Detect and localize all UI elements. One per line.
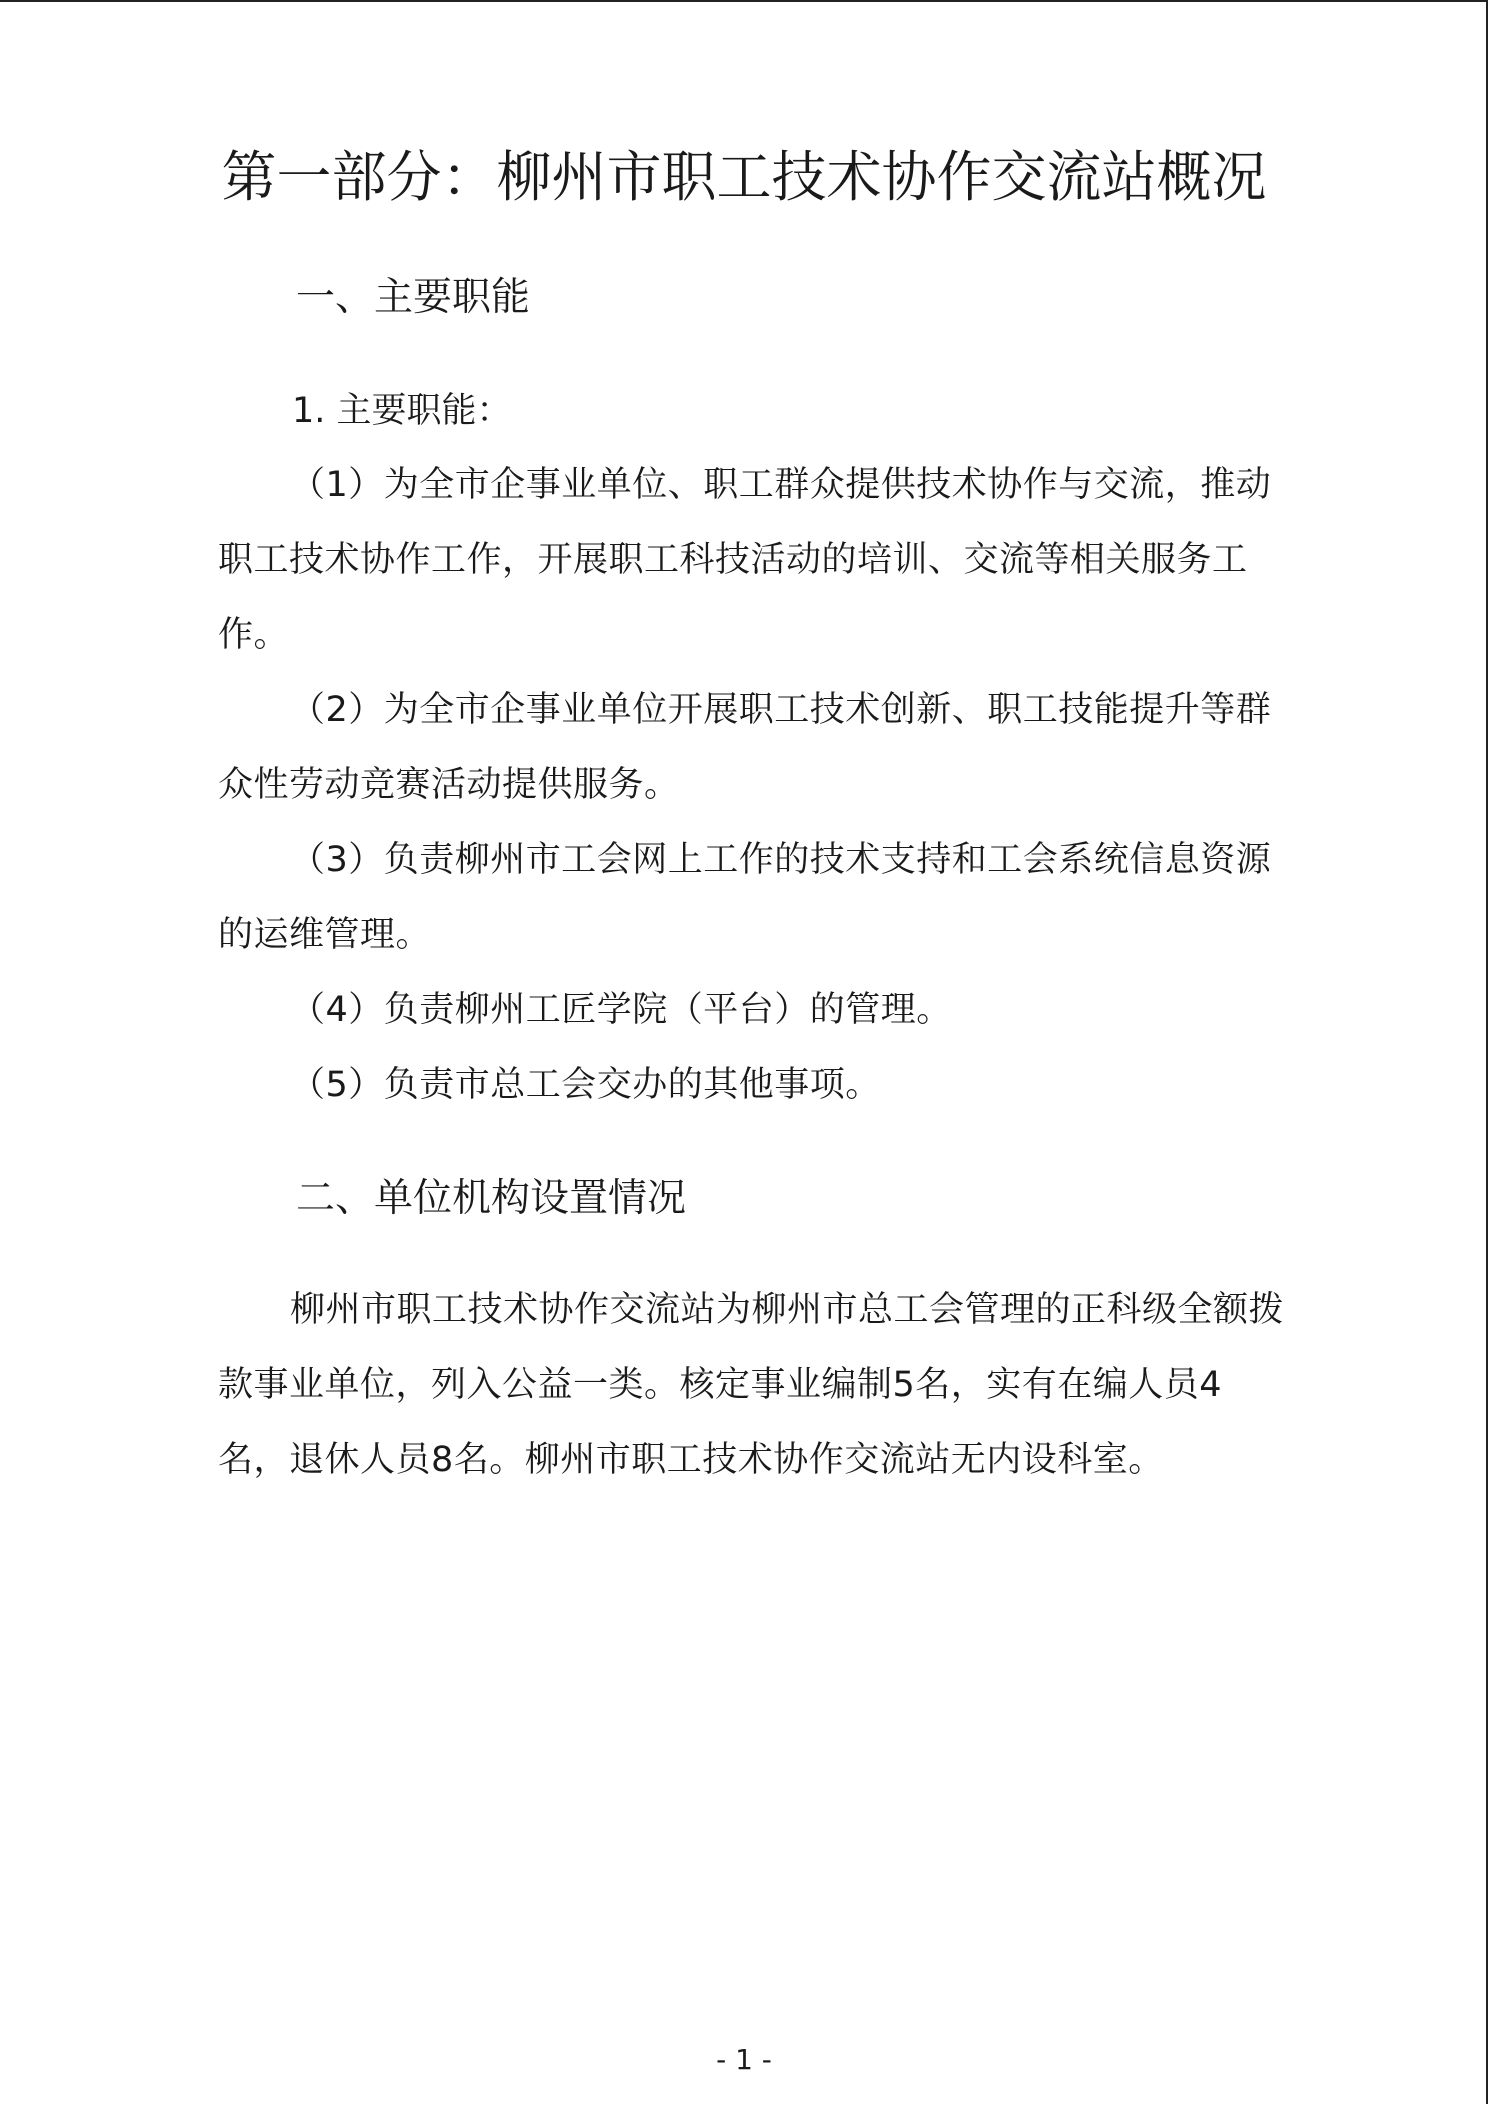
function-item-2: （2）为全市企事业单位开展职工技术创新、职工技能提升等群众性劳动竞赛活动提供服务。 xyxy=(218,690,1272,805)
section-heading-organization: 二、单位机构设置情况 xyxy=(296,1176,687,1221)
function-item-1: （1）为全市企事业单位、职工群众提供技术协作与交流，推动职工技术协作工作，开展职工科技活动的培训、交流等相关服务工作。 xyxy=(218,465,1272,655)
page-border-top xyxy=(0,0,1488,2)
page-number: - 1 - xyxy=(716,2043,772,2076)
subheading-main-functions: 1. 主要职能： xyxy=(292,391,512,431)
document-title: 第一部分：柳州市职工技术协作交流站概况 xyxy=(221,145,1267,209)
function-item-4: （4）负责柳州工匠学院（平台）的管理。 xyxy=(290,990,952,1030)
section-heading-main-functions: 一、主要职能 xyxy=(296,275,531,320)
function-item-3: （3）负责柳州市工会网上工作的技术支持和工会系统信息资源的运维管理。 xyxy=(218,840,1272,955)
function-item-5: （5）负责市总工会交办的其他事项。 xyxy=(290,1065,881,1105)
organization-paragraph: 柳州市职工技术协作交流站为柳州市总工会管理的正科级全额拨款事业单位，列入公益一类。核定事业编制5名，实有在编人员4名，退休人员8名。柳州市职工技术协作交流站无内设科室。 xyxy=(218,1290,1285,1480)
